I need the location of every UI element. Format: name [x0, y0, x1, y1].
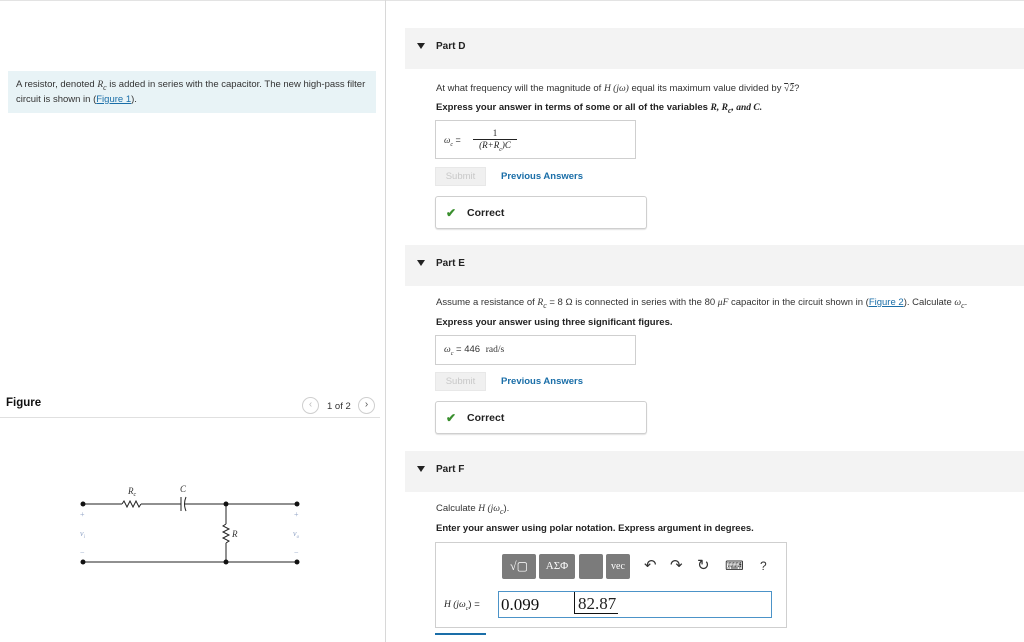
part-d-instr-sub: c: [727, 105, 732, 115]
problem-intro: [8, 71, 376, 113]
part-f-label-func: H (jω: [444, 600, 466, 610]
redo-icon[interactable]: ↷: [670, 557, 683, 574]
part-d-numerator: 1: [473, 128, 517, 140]
intro-text-end: ).: [131, 93, 137, 105]
part-d-fraction: [473, 128, 517, 153]
part-f-label-sub: c: [465, 605, 469, 612]
figure-1-link[interactable]: Figure 1: [96, 93, 132, 105]
part-d-q-sqrt: √2: [784, 84, 795, 94]
part-d-submit-button[interactable]: Submit: [435, 167, 486, 186]
part-d-header[interactable]: [405, 28, 1024, 69]
part-e-answer-value: 446: [464, 344, 481, 355]
part-d-answer-label: [444, 135, 461, 148]
part-d-q-text: At what frequency will the magnitude of: [436, 83, 604, 94]
part-e-title: Part E: [436, 258, 465, 269]
intro-var-sub: c: [103, 82, 107, 92]
part-e-question: [436, 297, 967, 310]
part-e-previous-answers-link[interactable]: Previous Answers: [501, 376, 584, 387]
part-d-eq: =: [453, 135, 461, 145]
part-d-den-text: (R+R: [479, 140, 500, 150]
label-rc: $R_c$: [128, 486, 137, 498]
collapse-triangle-icon[interactable]: [417, 466, 425, 472]
part-f-q-sub: c: [500, 506, 504, 516]
part-e-omega-sub: c: [450, 350, 454, 357]
part-f-q-text: Calculate: [436, 503, 479, 514]
part-d-status: Correct: [467, 207, 505, 219]
part-e-answer-box[interactable]: [435, 335, 636, 365]
undo-icon[interactable]: ↶: [644, 557, 657, 574]
part-f-q-func: H (jω: [478, 504, 500, 514]
vector-button[interactable]: vec: [606, 554, 630, 579]
checkmark-icon: ✔: [446, 411, 457, 425]
greek-symbols-button[interactable]: ΑΣΦ: [539, 554, 575, 579]
part-d-omega: ω: [444, 135, 451, 145]
polar-answer-input[interactable]: [498, 591, 772, 618]
part-d-instr-end: , and C.: [731, 103, 763, 113]
subscript-button[interactable]: [579, 554, 603, 579]
part-d-den-sub: c: [499, 146, 502, 153]
label-vi-minus: −: [80, 548, 85, 557]
terminal-in-top: [81, 502, 86, 507]
resistor-rc: [122, 501, 141, 507]
part-d-question: [436, 83, 799, 94]
magnitude-value: 0.099: [501, 595, 540, 614]
label-vo: $v_o$: [293, 529, 300, 540]
collapse-triangle-icon[interactable]: [417, 260, 425, 266]
intro-text-after: is added in series with the capacitor. The new high-pass filter circuit is shown in (: [16, 79, 366, 105]
templates-button[interactable]: √▢: [502, 554, 536, 579]
part-e-correct-banner: [435, 401, 647, 434]
part-d-correct-banner: [435, 196, 647, 229]
label-vo-minus: −: [294, 548, 299, 557]
label-vi-plus: +: [80, 510, 85, 519]
part-d-instr-vars: R, R: [710, 103, 728, 113]
part-e-q-end: ). Calculate: [903, 297, 955, 308]
math-editor: [435, 542, 787, 628]
part-e-answer-unit: rad/s: [485, 345, 505, 355]
part-f-question: [436, 503, 509, 516]
angle-value: 82.87: [574, 592, 618, 614]
terminal-out-top: [295, 502, 300, 507]
part-e-q-text: Assume a resistance of: [436, 297, 538, 308]
figure-header: [0, 396, 380, 418]
keyboard-icon[interactable]: ⌨: [725, 558, 744, 573]
part-d-omega-sub: c: [450, 141, 454, 148]
part-d-previous-answers-link[interactable]: Previous Answers: [501, 171, 584, 182]
part-f-label-end: ) =: [468, 599, 480, 610]
part-e-q-dot: .: [964, 297, 968, 308]
part-d-denominator: [473, 140, 517, 153]
part-d-q-func: H (jω): [603, 84, 629, 94]
right-panel: [405, 0, 1024, 642]
part-e-q-omega: ω: [954, 298, 962, 308]
part-e-q-var: R: [537, 298, 544, 308]
part-e-eq: =: [453, 344, 465, 355]
label-vi: $v_i$: [80, 529, 85, 540]
part-e-header[interactable]: [405, 245, 1024, 286]
part-e-status: Correct: [467, 412, 505, 424]
part-d-den-end: )C: [501, 140, 511, 150]
part-f-header[interactable]: [405, 451, 1024, 492]
figure-2-link[interactable]: Figure 2: [868, 297, 904, 308]
part-f-answer-label: [444, 599, 480, 612]
part-e-instructions: Express your answer using three significant figures.: [436, 317, 673, 328]
node-top: [224, 502, 229, 507]
part-d-q-end: ?: [794, 83, 800, 94]
label-vo-plus: +: [294, 510, 299, 519]
left-panel: [0, 0, 386, 642]
resistor-r: [223, 524, 229, 543]
reset-icon[interactable]: ↻: [697, 557, 710, 574]
part-f-instructions: Enter your answer using polar notation. Express argument in degrees.: [436, 523, 754, 534]
figure-title: Figure: [6, 397, 42, 409]
part-d-instr-text: Express your answer in terms of some or all of the variables: [436, 102, 711, 113]
terminal-out-bottom: [295, 560, 300, 565]
part-d-title: Part D: [436, 41, 466, 52]
part-e-q-sub: c: [543, 300, 547, 310]
label-r: R: [232, 529, 238, 539]
help-icon[interactable]: ?: [760, 559, 767, 573]
intro-var: R: [97, 80, 104, 90]
part-e-q-unit: μF: [717, 298, 729, 308]
figure-count: 1 of 2: [327, 401, 351, 412]
checkmark-icon: ✔: [446, 206, 457, 220]
intro-text: A resistor, denoted: [16, 79, 98, 90]
part-e-answer-label: [444, 344, 504, 357]
label-c: C: [180, 484, 187, 494]
chevron-right-icon[interactable]: ›: [358, 397, 375, 414]
part-f-title: Part F: [436, 464, 465, 475]
circuit-diagram: [74, 484, 314, 574]
part-d-answer-box[interactable]: [435, 120, 636, 159]
part-e-q-omega-sub: c: [961, 300, 965, 310]
part-d-q-after: equal its maximum value divided by: [628, 83, 785, 94]
part-f-q-end: ).: [503, 503, 510, 514]
collapse-triangle-icon[interactable]: [417, 43, 425, 49]
part-d-instructions: [436, 102, 762, 115]
submit-underline: [435, 633, 486, 635]
chevron-left-icon[interactable]: ‹: [302, 397, 319, 414]
part-e-q-val: = 8 Ω: [546, 297, 573, 308]
part-e-q-mid2: capacitor in the circuit shown in (: [728, 297, 869, 308]
part-e-q-mid: is connected in series with the 80: [572, 297, 718, 308]
part-e-omega: ω: [444, 345, 451, 355]
part-e-submit-button[interactable]: Submit: [435, 372, 486, 391]
node-bottom: [224, 560, 229, 565]
terminal-in-bottom: [81, 560, 86, 565]
